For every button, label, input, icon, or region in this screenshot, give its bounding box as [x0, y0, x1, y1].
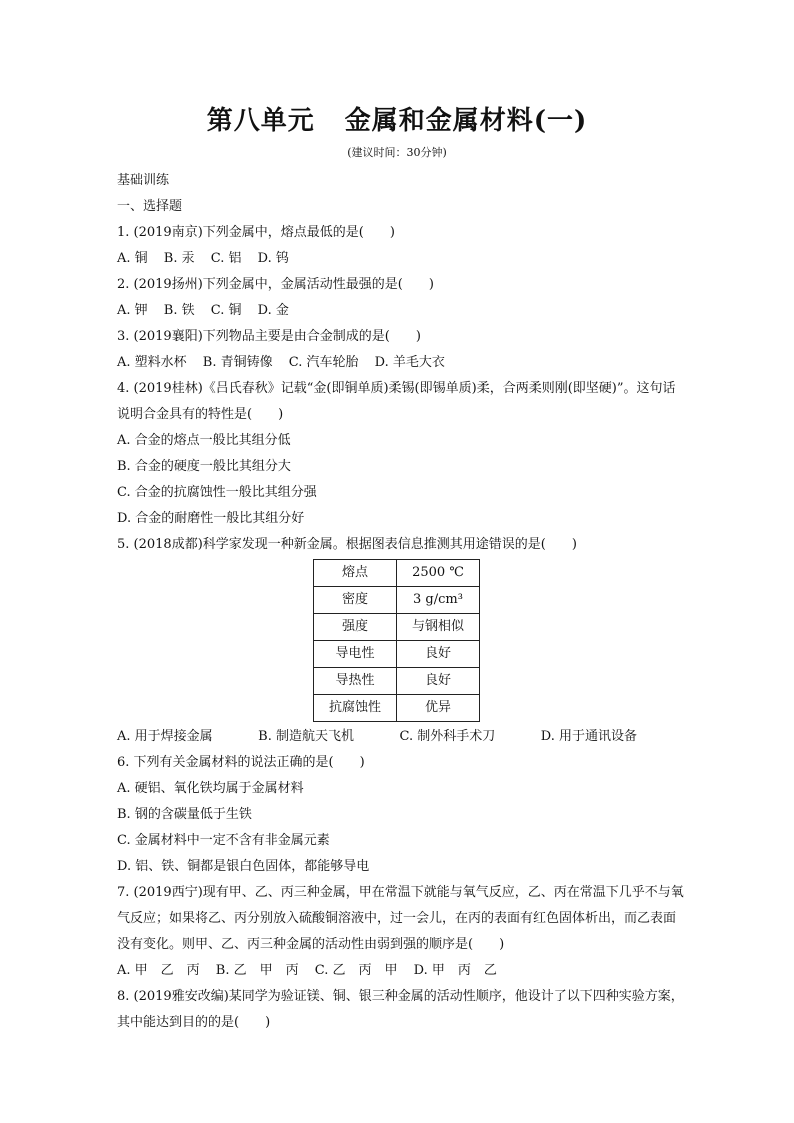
option: A. 塑料水杯	[117, 355, 187, 370]
option: B. 制造航天飞机	[258, 729, 354, 744]
option-row	[117, 298, 687, 324]
table-cell: 良好	[397, 641, 480, 668]
table-cell: 抗腐蚀性	[314, 695, 397, 722]
option-row	[117, 350, 687, 376]
option: A. 铜	[117, 251, 148, 266]
question-stem: 3. (2019襄阳)下列物品主要是由合金制成的是( )	[117, 329, 421, 344]
table-cell: 3 g/cm³	[397, 587, 480, 614]
table-row	[314, 560, 480, 587]
section-heading: 基础训练	[117, 173, 170, 188]
table-row	[314, 614, 480, 641]
option: D. 用于通讯设备	[540, 729, 637, 744]
option: C. 汽车轮胎	[288, 355, 359, 370]
question-stem: 6. 下列有关金属材料的说法正确的是( )	[117, 755, 365, 770]
table-row	[314, 641, 480, 668]
option: C. 制外科手术刀	[399, 729, 496, 744]
option: C. 合金的抗腐蚀性一般比其组分强	[117, 485, 317, 500]
table-cell: 与钢相似	[397, 614, 480, 641]
unit-label: 第八单元	[206, 106, 315, 136]
option: B. 合金的硬度一般比其组分大	[117, 459, 291, 474]
question-stem: 8. (2019雅安改编)某同学为验证镁、铜、银三种金属的活动性顺序，他设计了以下四种实验方案，其中能达到目的的是( )	[117, 989, 684, 1030]
question-body	[117, 168, 687, 1036]
option: A. 硬铝、氧化铁均属于金属材料	[117, 781, 304, 796]
option: B. 青铜铸像	[202, 355, 273, 370]
question-stem: 7. (2019西宁)现有甲、乙、丙三种金属，甲在常温下就能与氧气反应，乙、丙在常温下几乎不与氧气反应；如果将乙、丙分别放入硫酸铜溶液中，过一会儿，在丙的表面有红色固体析出，而乙表面没有变化。则甲、乙、丙三种金属的活动性由弱到强的顺序是( )	[117, 885, 684, 952]
option: C. 铜	[210, 303, 242, 318]
question-stem: 1. (2019南京)下列金属中，熔点最低的是( )	[117, 225, 395, 240]
table-cell: 密度	[314, 587, 397, 614]
table-cell: 强度	[314, 614, 397, 641]
unit-topic: 金属和金属材料(一)	[344, 106, 588, 136]
option: A. 甲 乙 丙	[117, 963, 200, 978]
option: D. 铝、铁、铜都是银白色固体，都能够导电	[117, 859, 370, 874]
option: C. 乙 丙 甲	[314, 963, 398, 978]
table-cell: 2500 ℃	[397, 560, 480, 587]
option: D. 合金的耐磨性一般比其组分好	[117, 511, 305, 526]
option: D. 钨	[257, 251, 289, 266]
option: A. 合金的熔点一般比其组分低	[117, 433, 291, 448]
table-row	[314, 587, 480, 614]
question-stem: 4. (2019桂林)《吕氏春秋》记载“金(即铜单质)柔锡(即锡单质)柔，合两柔则刚(即坚硬)”。这句话说明合金具有的特性是( )	[117, 381, 676, 422]
subsection-heading: 一、选择题	[117, 199, 183, 214]
metal-property-table	[313, 559, 480, 722]
option: C. 铝	[210, 251, 242, 266]
table-cell: 优异	[397, 695, 480, 722]
table-cell: 导热性	[314, 668, 397, 695]
option: A. 钾	[117, 303, 148, 318]
option: C. 金属材料中一定不含有非金属元素	[117, 833, 330, 848]
question-stem: 5. (2018成都)科学家发现一种新金属。根据图表信息推测其用途错误的是( )	[117, 537, 577, 552]
table-row	[314, 695, 480, 722]
option: A. 用于焊接金属	[117, 729, 213, 744]
option: B. 钢的含碳量低于生铁	[117, 807, 252, 822]
table-cell: 熔点	[314, 560, 397, 587]
page-title	[0, 100, 794, 137]
option: D. 甲 丙 乙	[413, 963, 497, 978]
option-row	[117, 958, 687, 984]
table-row	[314, 668, 480, 695]
option-row	[117, 724, 637, 750]
option-row	[117, 246, 687, 272]
option: D. 金	[257, 303, 289, 318]
question-stem: 2. (2019扬州)下列金属中，金属活动性最强的是( )	[117, 277, 434, 292]
table-cell: 良好	[397, 668, 480, 695]
option: B. 汞	[163, 251, 195, 266]
option: D. 羊毛大衣	[374, 355, 445, 370]
time-hint: (建议时间：30分钟)	[347, 146, 447, 159]
option: B. 乙 甲 丙	[215, 963, 299, 978]
table-cell: 导电性	[314, 641, 397, 668]
option: B. 铁	[163, 303, 195, 318]
